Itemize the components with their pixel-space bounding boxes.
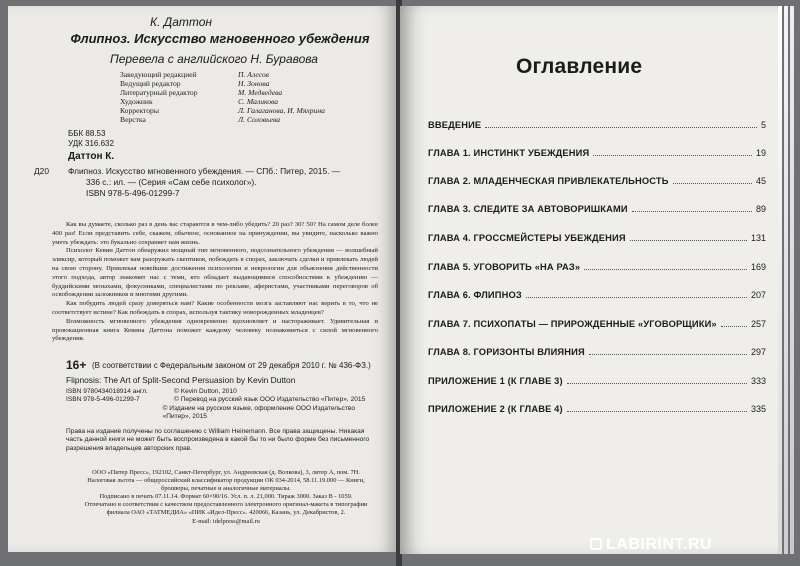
copyright-entry: © Перевод на русский язык ООО Издательство «Питер», 2015 <box>174 396 366 404</box>
page-edge <box>784 6 788 554</box>
toc-page-number: 5 <box>760 120 766 130</box>
bib-line: Флипноз. Искусство мгновенного убеждения. — СПб.: Питер, 2015. — <box>68 166 341 176</box>
toc-leader <box>589 354 747 355</box>
toc-entry <box>428 118 766 130</box>
toc-entry <box>428 202 766 214</box>
credit-row <box>120 70 340 79</box>
page-edge <box>778 6 782 554</box>
toc-label: ГЛАВА 2. МЛАДЕНЧЕСКАЯ ПРИВЛЕКАТЕЛЬНОСТЬ <box>428 176 669 186</box>
bbk-code: ББК 88.53 <box>68 129 106 138</box>
toc-page-number: 207 <box>750 290 766 300</box>
publisher-imprint <box>76 469 376 526</box>
labirint-watermark <box>590 536 712 554</box>
credit-name: М. Медведева <box>238 88 283 98</box>
toc-page-number: 89 <box>755 204 766 214</box>
udk-code: УДК 316.632 <box>68 139 114 148</box>
credits-list <box>120 70 340 125</box>
book-title: Флипноз. Искусство мгновенного убеждения <box>70 31 370 46</box>
credit-row <box>120 106 340 115</box>
right-page <box>400 6 778 554</box>
translator-line: Перевела с английского Н. Буравова <box>110 52 318 66</box>
toc-leader <box>567 411 747 412</box>
toc-label: ВВЕДЕНИЕ <box>428 120 482 130</box>
toc-page-number: 45 <box>755 176 766 186</box>
toc-entry <box>428 317 766 329</box>
credit-role: Корректоры <box>120 106 159 116</box>
isbn: ISBN 978-5-496-01299-7 <box>86 188 180 199</box>
credit-role: Литературный редактор <box>120 88 198 98</box>
annotation-paragraph: Как побудить людей сразу доверяться нам? Какие особенности мозга заставляют нас верить в то, что не соответствует истине? Как побеждать в спорах, используя тактику новорожденных младенцев? <box>52 300 378 316</box>
toc-page-number: 257 <box>750 319 766 329</box>
copyright-entry: © Kevin Dutton, 2010 <box>174 388 237 395</box>
toc-page-number: 333 <box>750 376 766 386</box>
credit-name: Л. Галаганова, И. Мяхрина <box>238 106 325 116</box>
annotation-paragraph: Психолог Кевин Даттон обнаружил мощный тип мгновенного, подсознательного убеждения — волшебный эликсир, который поможет вам разоружать скептиков, побеждать в спорах, заключать сделки и привлекать людей на свою сторону. Привлекая новейшие достижения психологии и неврологии для объяснения действенности этого подхода, автор знакомит нас с теми, кто обладает выдающимися способностями к убеждению — буддийскими монахами, фокусниками, специалистами по рекламе, аферистами, участниками переговоров об освобождении заложников и многими другими. <box>52 247 378 299</box>
copyright-entry: © Издание на русском языке, оформление ООО Издательство «Питер», 2015 <box>162 404 355 421</box>
credit-role: Художник <box>120 97 153 107</box>
copyright-row <box>66 396 376 404</box>
rights-notice: Права на издание получены по соглашению с William Heinemann. Все права защищены. Никакая часть данной книги не может быть воспроизведена в какой бы то ни было форме без письменного разрешения владельцев авторских прав. <box>66 428 370 452</box>
toc-page-number: 297 <box>750 347 766 357</box>
toc-leader <box>567 383 747 384</box>
isbn-entry <box>66 405 163 422</box>
toc-leader <box>632 211 752 212</box>
original-title: Flipnosis: The Art of Split-Second Persuasion by Kevin Dutton <box>66 375 296 385</box>
credit-name: П. Алесов <box>238 70 269 79</box>
law-note: (В соответствии с Федеральным законом от 29 декабря 2010 г. № 436-ФЗ.) <box>92 361 371 370</box>
annotation-paragraph: Возможность мгновенного убеждения одновременно вдохновляет и настораживает. Удивительная и провокационная книга Кевина Даттона поможет каждому человеку познакомиться с силой мгновенного убеждения. <box>52 317 378 343</box>
copyright-row <box>66 405 376 422</box>
toc-heading: Оглавление <box>516 55 643 78</box>
watermark-text: LABIRINT.RU <box>606 536 712 553</box>
toc-page-number: 169 <box>750 262 766 272</box>
toc-entry <box>428 174 766 186</box>
toc-leader <box>673 183 752 184</box>
toc-label: ГЛАВА 5. УГОВОРИТЬ «НА РАЗ» <box>428 262 581 272</box>
imprint-line: Подписано в печать 07.11.14. Формат 60×90/16. Усл. п. л. 21,000. Тираж 3000. Заказ В - 1059. <box>99 493 353 501</box>
toc-page-number: 19 <box>755 148 766 158</box>
toc-entry <box>428 288 766 300</box>
imprint-line: ООО «Питер Пресс», 192102, Санкт-Петербург, ул. Андреевская (д. Волкова), 3, литер А, пом. 7Н. <box>92 469 360 476</box>
isbn-entry: ISBN 978-5-496-01299-7 <box>66 396 140 404</box>
credit-row <box>120 97 340 106</box>
isbn-entry: ISBN 9780434018914 англ. <box>66 388 148 395</box>
toc-entry <box>428 146 766 158</box>
toc-label: ГЛАВА 4. ГРОССМЕЙСТЕРЫ УБЕЖДЕНИЯ <box>428 233 626 243</box>
toc-leader <box>485 127 757 128</box>
author-code: Д20 <box>34 166 49 176</box>
toc-label: ГЛАВА 7. ПСИХОПАТЫ — ПРИРОЖДЕННЫЕ «УГОВОРЩИКИ» <box>428 319 717 329</box>
credit-row <box>120 88 340 97</box>
toc-leader <box>593 155 752 156</box>
toc-leader <box>721 326 747 327</box>
credit-role: Ведущий редактор <box>120 79 181 89</box>
toc-label: ГЛАВА 6. ФЛИПНОЗ <box>428 290 522 300</box>
credit-role: Заведующий редакцией <box>120 70 197 79</box>
annotation-paragraph: Как вы думаете, сколько раз в день вас стараются в чем-либо убедить? 20 раз? 30? 50? На самом деле более 400 раз! Если представить себе, скажем, обычное, основанное на принуждении, вы увидите, насколько важно уметь убеждать: это букально сохраняет нам жизнь. <box>52 221 378 246</box>
toc-leader <box>630 240 747 241</box>
imprint-line: Налоговая льгота — общероссийский классификатор продукции ОК 034-2014, 58.11.19.000 — Книги, брошюры, печатные и аналогичные материалы. <box>87 477 365 493</box>
author-name: К. Даттон <box>150 15 212 29</box>
imprint-line: Отпечатано в соответствии с качеством предоставленного электронного оригинал-макета в типографии филиала ОАО «ТАТМЕДИА» «ПИК «Идел-Пресс». 420066, Казань, ул. Декабристов, 2. <box>84 501 368 517</box>
annotation <box>52 221 378 344</box>
toc-label: ПРИЛОЖЕНИЕ 2 (К ГЛАВЕ 4) <box>428 404 563 414</box>
toc-label: ГЛАВА 1. ИНСТИНКТ УБЕЖДЕНИЯ <box>428 148 590 158</box>
credit-name: С. Маликова <box>238 97 279 107</box>
toc-entry <box>428 402 766 414</box>
toc-entry <box>428 260 766 272</box>
age-rating: 16+ <box>66 358 87 372</box>
credit-role: Верстка <box>120 115 146 125</box>
toc-entry <box>428 374 766 386</box>
toc-label: ПРИЛОЖЕНИЕ 1 (К ГЛАВЕ 3) <box>428 376 563 386</box>
toc-page-number: 335 <box>750 404 766 414</box>
toc-label: ГЛАВА 8. ГОРИЗОНТЫ ВЛИЯНИЯ <box>428 347 585 357</box>
toc-page-number: 131 <box>750 233 766 243</box>
author-entry: Даттон К. <box>68 151 115 162</box>
toc-entry <box>428 345 766 357</box>
imprint-line: E-mail: idelpress@mail.ru <box>192 517 260 525</box>
credit-row <box>120 115 340 124</box>
bibliographic-entry <box>68 166 378 200</box>
toc-entry <box>428 231 766 243</box>
copyright-block <box>66 388 376 422</box>
page-edge <box>790 6 794 554</box>
labirint-logo-icon <box>590 538 602 550</box>
toc-label: ГЛАВА 3. СЛЕДИТЕ ЗА АВТОВОРИШКАМИ <box>428 204 628 214</box>
credit-row <box>120 79 340 88</box>
toc-leader <box>584 269 747 270</box>
credit-name: Н. Зонова <box>238 79 270 89</box>
classification <box>68 129 114 149</box>
toc-leader <box>526 297 747 298</box>
credit-name: Л. Соловьева <box>238 115 281 125</box>
bib-line: 336 с.: ил. — (Серия «Сам себе психолог»). <box>86 177 257 188</box>
